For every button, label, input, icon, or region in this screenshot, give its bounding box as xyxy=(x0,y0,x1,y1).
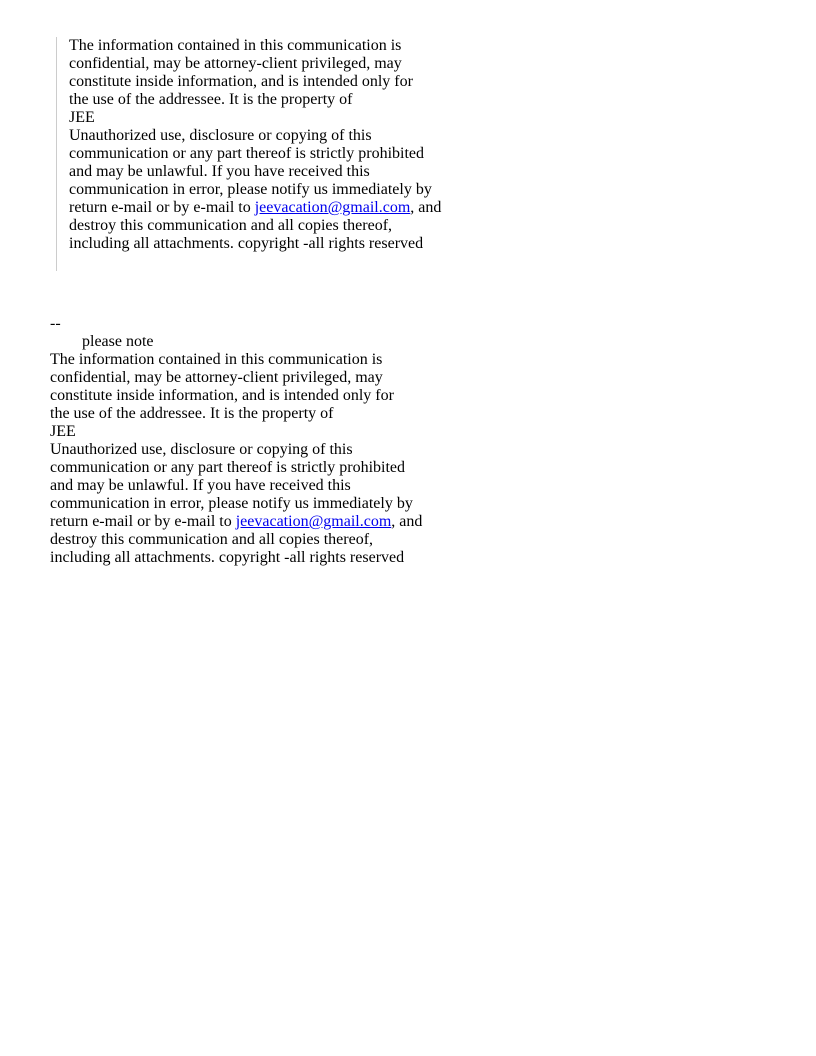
email-suffix: , and xyxy=(410,199,442,216)
disclaimer-line: destroy this communication and all copies thereof, xyxy=(50,531,374,548)
disclaimer-line: communication or any part thereof is strictly prohibited xyxy=(69,145,425,162)
email-link[interactable]: jeevacation@gmail.com xyxy=(235,513,392,530)
disclaimer-line: constitute inside information, and is intended only for xyxy=(69,73,413,90)
disclaimer-email-line xyxy=(69,199,750,217)
disclaimer-line: communication in error, please notify us immediately by xyxy=(50,495,413,512)
spacer xyxy=(50,271,750,315)
disclaimer-email-line xyxy=(50,513,750,531)
disclaimer-line: JEE xyxy=(69,109,95,126)
disclaimer-line: communication or any part thereof is strictly prohibited xyxy=(50,459,406,476)
disclaimer-line: Unauthorized use, disclosure or copying of this xyxy=(50,441,353,458)
disclaimer-line: including all attachments. copyright -all rights reserved xyxy=(69,235,424,252)
disclaimer-line: The information contained in this communication is xyxy=(69,37,402,54)
disclaimer-line: JEE xyxy=(50,423,76,440)
disclaimer-line: confidential, may be attorney-client privileged, may xyxy=(69,55,402,72)
disclaimer-line: confidential, may be attorney-client privileged, may xyxy=(50,369,383,386)
disclaimer-line: The information contained in this communication is xyxy=(50,351,383,368)
email-suffix: , and xyxy=(391,513,423,530)
disclaimer-line: and may be unlawful. If you have received this xyxy=(50,477,351,494)
email-prefix: return e-mail or by e-mail to xyxy=(69,199,255,216)
disclaimer-line: and may be unlawful. If you have received this xyxy=(69,163,370,180)
email-link[interactable]: jeevacation@gmail.com xyxy=(254,199,411,216)
quoted-disclaimer xyxy=(56,37,750,271)
disclaimer-line: destroy this communication and all copies thereof, xyxy=(69,217,393,234)
disclaimer-line: the use of the addressee. It is the property of xyxy=(69,91,353,108)
signature-note: please note xyxy=(82,333,154,350)
email-prefix: return e-mail or by e-mail to xyxy=(50,513,236,530)
disclaimer-line: the use of the addressee. It is the property of xyxy=(50,405,334,422)
disclaimer-line: communication in error, please notify us immediately by xyxy=(69,181,432,198)
disclaimer-line: including all attachments. copyright -all rights reserved xyxy=(50,549,405,566)
email-body xyxy=(50,37,750,567)
signature-block xyxy=(50,315,750,567)
disclaimer-line: constitute inside information, and is intended only for xyxy=(50,387,394,404)
disclaimer-line: Unauthorized use, disclosure or copying of this xyxy=(69,127,372,144)
signature-separator: -- xyxy=(50,315,61,332)
